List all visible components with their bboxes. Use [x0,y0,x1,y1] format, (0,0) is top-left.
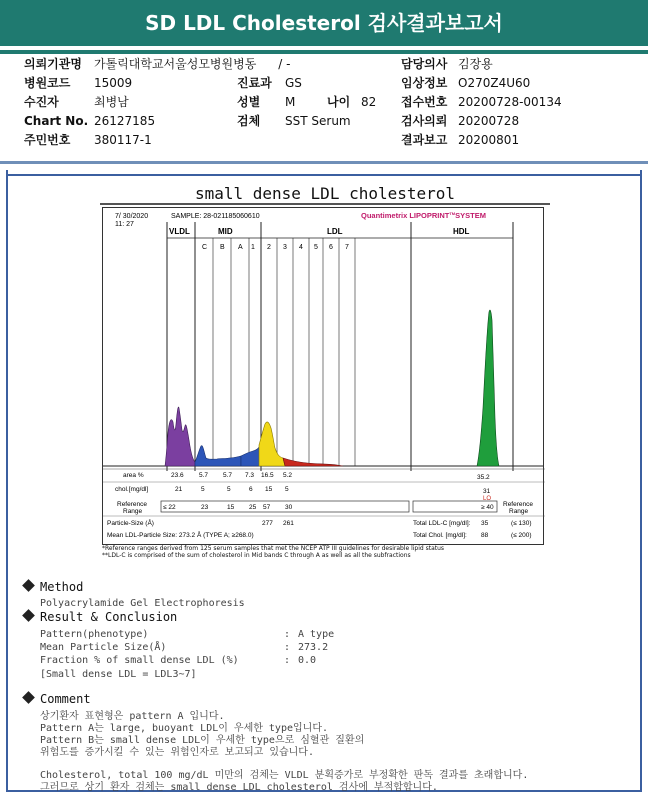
hdl-peak [477,310,499,466]
band-label-b: B [220,244,225,251]
chol-values [175,486,289,493]
value-report-date: 20200801 [458,133,520,147]
ps-value-1: 277 [262,520,273,527]
comment-heading-text: Comment [40,692,91,706]
value-resident-no: 380117-1 [94,133,152,147]
result-value: 273.2 [298,642,329,653]
group-vldl: VLDL [169,227,190,236]
area-value: 5.7 [223,472,233,479]
result-value: 0.0 [298,655,317,666]
value-specimen: SST Serum [285,114,351,128]
band-labels [202,244,349,251]
label-department: 진료과 [237,76,272,90]
value-department: GS [285,76,302,90]
band-label-3: 3 [283,244,287,251]
total-ldl-label: Total LDL-C [mg/dl]: [413,520,471,527]
label-physician: 담당의사 [401,57,448,71]
area-values [171,472,292,479]
area-value: 16.5 [261,472,274,479]
group-ldl: LDL [327,227,343,236]
chol-value: 5 [227,486,231,493]
ref-right-1: Reference [503,501,533,508]
result-row-fraction [40,655,316,666]
comment-heading [24,692,91,706]
diamond-bullet-icon [22,579,35,592]
result-sep: : [284,642,291,653]
chol-value: 5 [285,486,289,493]
label-accession-no: 접수번호 [401,95,448,109]
area-value: 23.6 [171,472,184,479]
ref-value: 57 [263,504,271,511]
band-label-4: 4 [299,244,303,251]
result-label: Fraction % of small dense LDL (%) [40,655,239,666]
ref-value: 30 [285,504,293,511]
value-patient: 최병남 [94,95,129,109]
ref-value: ≤ 22 [163,504,176,511]
total-ldl: 35 [481,520,489,527]
chol-value: 6 [249,486,253,493]
method-heading [24,580,83,594]
band-label-5: 5 [314,244,318,251]
band-lines [213,238,355,466]
label-specimen: 검체 [237,114,261,128]
result-heading-text: Result & Conclusion [40,610,178,624]
result-sep: : [284,629,291,640]
comment-line-6: 그러므로 상기 환자 검체는 small dense LDL cholesterol 검사에 부적합합니다. [40,782,438,793]
band-label-7: 7 [345,244,349,251]
chart-sample: SAMPLE: 28-021185060610 [171,213,260,220]
chart-brand-tail: SYSTEM [455,211,486,220]
result-sep: : [284,655,291,666]
vldl-peak [165,407,195,466]
subtitle-rule [100,203,550,205]
result-value: A type [298,629,335,640]
chart-brand [361,211,486,220]
total-chol: 88 [481,532,489,539]
ref-value: 15 [227,504,235,511]
ref-value: 25 [249,504,257,511]
group-mid: MID [218,227,233,236]
ref-label-2: Range [123,508,143,515]
ref-values [163,504,293,511]
report-title: SD LDL Cholesterol 검사결과보고서 [0,0,648,46]
chol-value: 5 [201,486,205,493]
title-rule [0,50,648,54]
ref-value: 23 [201,504,209,511]
label-clinical-info: 임상정보 [401,76,448,90]
value-chart-no: 26127185 [94,114,156,128]
lipoprint-chart [102,207,544,545]
info-col-3 [401,55,562,150]
report-frame-top [6,174,642,176]
mid-c-peak [195,446,241,466]
label-sex: 성별 [237,95,261,109]
diamond-bullet-icon [22,609,35,622]
value-sex: M [285,95,296,109]
value-clinical-info: O270Z4U60 [458,76,531,90]
value-request-date: 20200728 [458,114,520,128]
hdl-area: 35.2 [477,474,490,481]
value-ward-sep: / - [278,57,291,71]
result-label: Mean Particle Size(Å) [40,642,167,653]
total-chol-ref: (≤ 200) [511,532,532,539]
chart-date: 7/ 30/2020 [115,213,149,220]
chart-brand-sup: TM [449,211,456,216]
chol-value: 15 [265,486,273,493]
value-physician: 김장용 [458,57,493,71]
value-hospital-code: 15009 [94,76,133,90]
result-label: Pattern(phenotype) [40,629,149,640]
label-institution: 의뢰기관명 [24,57,82,71]
comment-line-1: 상기환자 표현형은 pattern A 입니다. [40,711,225,722]
ldl-red-tail [283,458,343,466]
band-label-a: A [238,244,243,251]
comment-line-4: 위험도를 증가시킬 수 있는 위험인자로 보고되고 있습니다. [40,747,314,758]
total-ldl-ref: (≤ 130) [511,520,532,527]
footnote-1: *Reference ranges derived from 125 serum samples that met the NCEP ATP III guidelines for desirable lipid status [102,545,445,552]
result-heading [24,610,177,624]
label-hospital-code: 병원코드 [24,76,71,90]
chart-time: 11: 27 [115,221,134,228]
area-value: 5.7 [199,472,209,479]
area-value: 7.3 [245,472,255,479]
section-divider [0,161,648,164]
result-row-size [40,642,328,653]
ps-label: Particle-Size (Å) [107,520,154,527]
ref-label-1: Reference [117,501,147,508]
method-text: Polyacrylamide Gel Electrophoresis [40,598,245,609]
diamond-bullet-icon [22,691,35,704]
report-subtitle: small dense LDL cholesterol [194,184,456,203]
area-value: 5.2 [283,472,293,479]
result-row-pattern [40,629,334,640]
label-resident-no: 주민번호 [24,133,71,147]
band-label-6: 6 [329,244,333,251]
value-accession-no: 20200728-00134 [458,95,562,109]
electrophoresis-peaks [165,310,499,466]
hdl-chol: 31 [483,488,491,495]
comment-line-5: Cholesterol, total 100 mg/dL 미만의 검체는 VLDL 분획증가로 부정확한 판독 결과를 초래합니다. [40,770,529,781]
report-frame-left [6,170,8,790]
report-frame-right [640,170,642,790]
hdl-ref: ≥ 40 [481,504,494,511]
result-note: [Small dense LDL = LDL3~7] [40,669,197,680]
label-age: 나이 [327,95,351,109]
hdl-flag: LO [483,496,492,502]
comment-line-2: Pattern A는 large, buoyant LDL이 우세한 type입니다. [40,723,328,734]
footnote-2: **LDL-C is comprised of the sum of cholesterol in Mid bands C through A as well as all the subfractions [102,552,411,559]
band-label-1: 1 [251,244,255,251]
label-report-date: 결과보고 [401,133,448,147]
ref-right-2: Range [509,508,529,515]
mean-ps: Mean LDL-Particle Size: 273.2 Å (TYPE A; ≥268.0) [107,532,254,539]
label-chart-no: Chart No. [24,114,89,128]
method-heading-text: Method [40,580,84,594]
chol-value: 21 [175,486,183,493]
value-age: 82 [361,95,377,109]
label-patient: 수진자 [24,95,59,109]
ps-value-2: 261 [283,520,294,527]
band-label-2: 2 [267,244,271,251]
value-institution: 가톨릭대학교서울성모병원병동 [94,57,257,71]
row-chol-label: chol.[mg/dl] [115,486,149,493]
row-area-label: area % [123,472,144,479]
chart-brand-name: Quantimetrix LIPOPRINT [361,211,450,220]
label-request-date: 검사의뢰 [401,114,448,128]
band-label-c: C [202,244,208,251]
comment-line-3: Pattern B는 small dense LDL이 우세한 type으로 심혈관 질환의 [40,735,365,746]
info-col-2 [237,74,376,131]
total-chol-label: Total Chol. [mg/dl]: [413,532,467,539]
group-hdl: HDL [453,227,470,236]
ldl-yellow-peak [259,422,285,466]
